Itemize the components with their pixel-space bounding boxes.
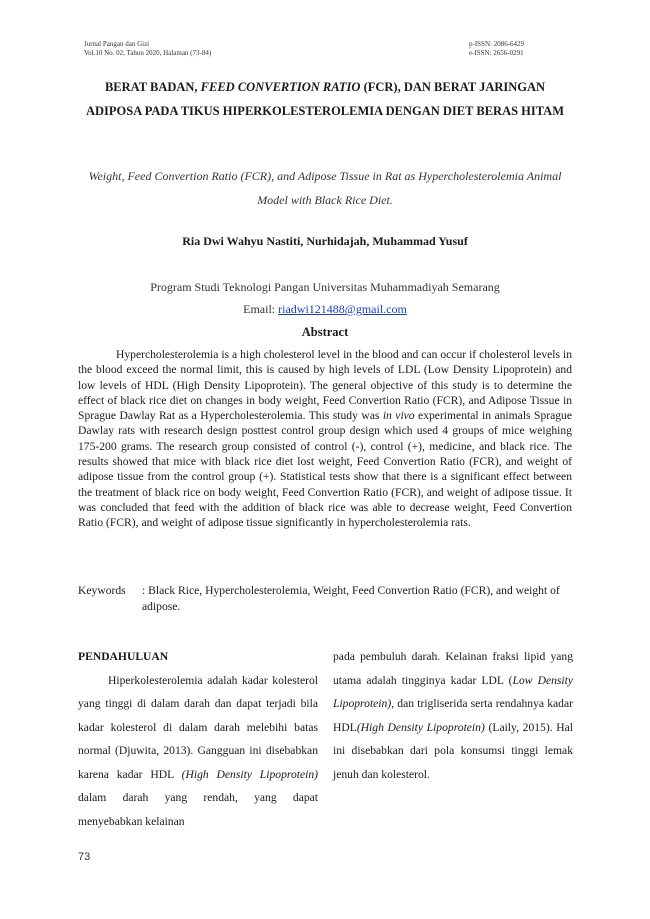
affiliation: Program Studi Teknologi Pangan Universitas Muhammadiyah Semarang	[150, 280, 500, 294]
intro-paragraph-right	[333, 645, 573, 786]
abstract-part2: experimental in animals Sprague Dawlay rats with research design posttest control group design which used 4 groups of mice weighing 175-200 grams. The research group consisted of control (-), control (+), medicine, and black rice. The results showed that mice with black rice diet lost weight, Feed Convertion Ratio (FCR), and weight of adipose tissue from the control group (+). Statistical tests show that there is a significant effect between the treatment of black rice on body weight, Feed Convertion Ratio (FCR), and weight of adipose tissue. It was concluded that feed with the addition of black rice was able to decrease weight, Feed Convertion Ratio (FCR), and weight of adipose tissue significantly in hypercholesterolemia rats.	[78, 409, 572, 530]
intro-paragraph-left	[78, 669, 318, 834]
journal-header-right	[469, 40, 524, 58]
intro-right-b: , dan trigliserida serta rendahnya kadar HDL	[333, 697, 573, 734]
title-italic: FEED CONVERTION RATIO	[200, 80, 361, 94]
keywords-label: Keywords	[78, 584, 126, 597]
keywords	[78, 583, 572, 615]
body-column-left	[78, 645, 318, 833]
journal-volume: Vol.10 No. 02, Tahun 2020, Halaman (73-84)	[84, 49, 212, 57]
email-line	[80, 302, 570, 317]
keywords-text: : Black Rice, Hypercholesterolemia, Weight, Feed Convertion Ratio (FCR), and weight of adipose.	[142, 584, 560, 613]
title-part3: (FCR), DAN BERAT JARINGAN ADIPOSA PADA TIKUS HIPERKOLESTEROLEMIA DENGAN DIET BERAS HITAM	[86, 80, 564, 118]
section-heading: PENDAHULUAN	[78, 650, 169, 663]
intro-left-a: Hiperkolesterolemia adalah kadar kolesterol yang tinggi di dalam darah dan dapat terjadi bila kadar kolesterol di dalam darah melebihi batas normal (Djuwita, 2013). Gangguan ini disebabkan karena kadar HDL	[78, 673, 318, 781]
journal-header-left	[84, 40, 211, 58]
intro-right-c: (Laily, 2015). Hal ini disebabkan dari pola konsumsi tinggi lemak jenuh dan kolesterol.	[333, 720, 573, 781]
intro-right-a: pada pembuluh darah. Kelainan fraksi lipid yang utama adalah tingginya kadar LDL (	[333, 650, 573, 687]
abstract-text	[78, 347, 572, 531]
intro-right-italic2: (High Density Lipoprotein)	[356, 720, 485, 734]
abstract-part1: Hypercholesterolemia is a high cholesterol level in the blood and can occur if cholesterol levels in the blood exceed the normal limit, this is caused by high levels of LDL (Low Density Lipoprotein) and low levels of HDL (High Density Lipoprotein). The general objective of this study is to determine the effect of black rice diet on changes in body weight, Feed Convertion Ratio (FCR), and Adipose Tissue in Sprague Dawlay Rat as a Hypercholesterolemia. This study was	[78, 348, 572, 423]
abstract-italic: in vivo	[382, 409, 415, 423]
body-column-right	[333, 645, 573, 786]
e-issn: e-ISSN: 2656-0291	[469, 49, 524, 57]
page-number: 73	[78, 851, 91, 863]
journal-name: Jurnal Pangan dan Gizi	[84, 40, 150, 48]
paper-subtitle: Weight, Feed Convertion Ratio (FCR), and Adipose Tissue in Rat as Hypercholesterolemia Animal Model with Black Rice Diet.	[88, 169, 562, 207]
email-link[interactable]: riadwi121488@gmail.com	[278, 302, 407, 316]
intro-right-italic1: Low Density Lipoprotein)	[333, 673, 573, 710]
paper-title	[80, 75, 570, 123]
intro-left-italic: (High Density Lipoprotein)	[181, 767, 318, 781]
email-label: Email:	[243, 302, 279, 316]
intro-left-b: dalam darah yang rendah, yang dapat menyebabkan kelainan	[78, 791, 318, 828]
p-issn: p-ISSN: 2086-6429	[469, 40, 525, 48]
authors: Ria Dwi Wahyu Nastiti, Nurhidajah, Muhammad Yusuf	[182, 234, 468, 248]
title-part1: BERAT BADAN,	[104, 80, 201, 94]
abstract-heading: Abstract	[301, 325, 349, 339]
